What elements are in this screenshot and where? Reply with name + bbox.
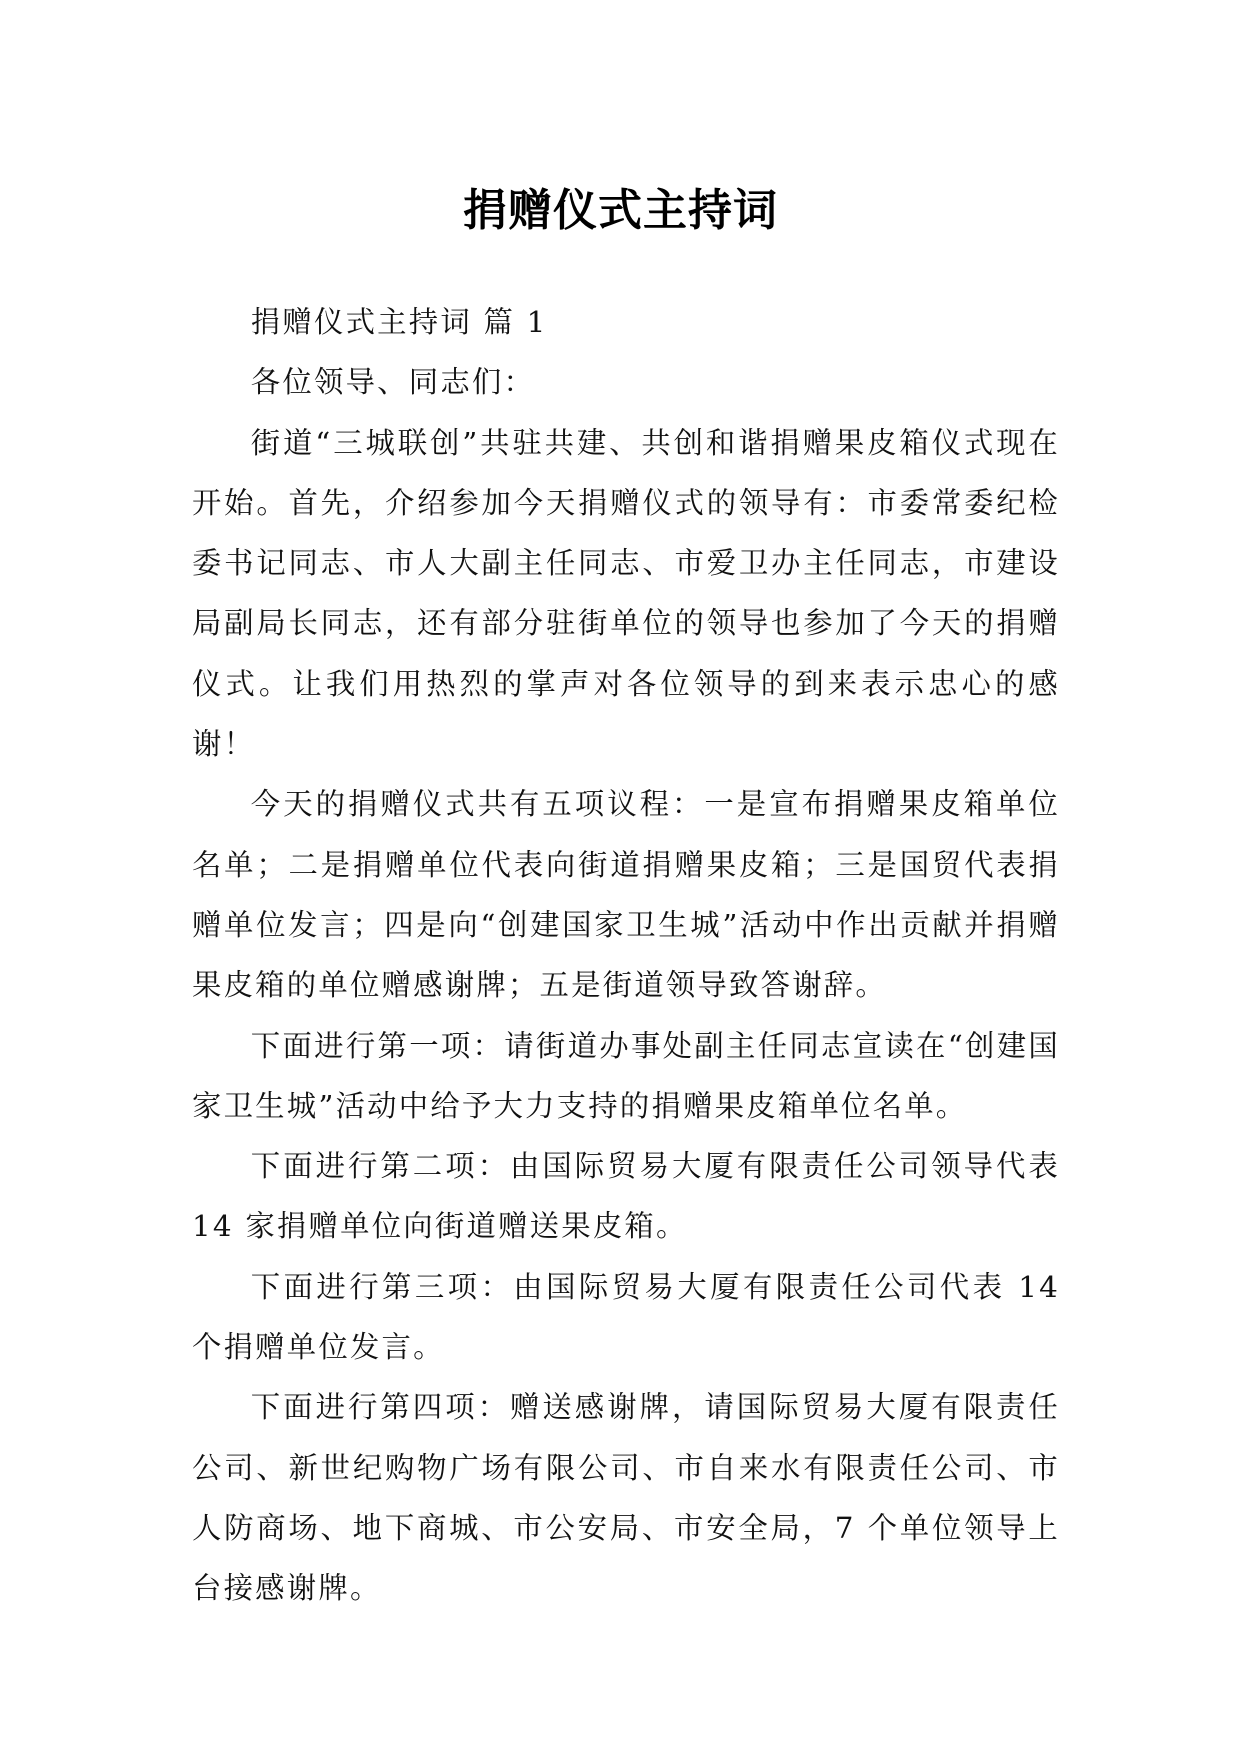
paragraph-item-2: 下面进行第二项：由国际贸易大厦有限责任公司领导代表 14 家捐赠单位向街道赠送果皮箱。 [192, 1149, 1060, 1244]
paragraph-item-3: 下面进行第三项：由国际贸易大厦有限责任公司代表 14 个捐赠单位发言。 [192, 1269, 1060, 1365]
paragraph-opening: 街道“三城联创”共驻共建、共创和谐捐赠果皮箱仪式现在开始。首先，介绍参加今天捐赠仪式的领导有：市委常委纪检委书记同志、市人大副主任同志、市爱卫办主任同志，市建设局副局长同志，还有部分驻街单位的领导也参加了今天的捐赠仪式。让我们用热烈的掌声对各位领导的到来表示忠心的感谢！ [192, 425, 1060, 762]
paragraph-agenda: 今天的捐赠仪式共有五项议程：一是宣布捐赠果皮箱单位名单；二是捐赠单位代表向街道捐赠果皮箱；三是国贸代表捐赠单位发言；四是向“创建国家卫生城”活动中作出贡献并捐赠果皮箱的单位赠感谢牌；五是街道领导致答谢辞。 [192, 787, 1060, 1003]
document-body [192, 292, 1060, 1619]
document-title: 捐赠仪式主持词 [463, 185, 778, 237]
paragraph-item-4: 下面进行第四项：赠送感谢牌，请国际贸易大厦有限责任公司、新世纪购物广场有限公司、市自来水有限责任公司、市人防商场、地下商城、市公安局、市安全局，7 个单位领导上台接感谢牌。 [192, 1390, 1060, 1606]
paragraph-item-1: 下面进行第一项：请街道办事处副主任同志宣读在“创建国家卫生城”活动中给予大力支持的捐赠果皮箱单位名单。 [192, 1028, 1060, 1123]
salutation: 各位领导、同志们： [250, 365, 536, 400]
section-heading: 捐赠仪式主持词 篇 1 [250, 305, 548, 339]
